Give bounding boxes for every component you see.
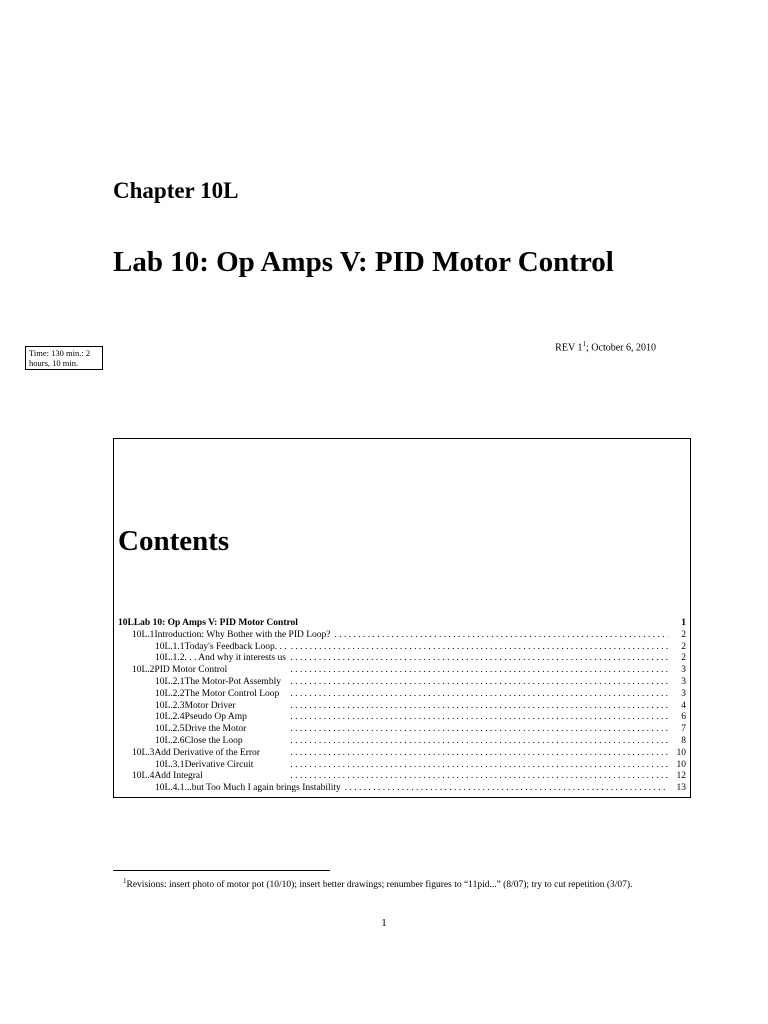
toc-entry-page: 8 [681,735,686,746]
chapter-label: Chapter 10L [113,178,239,203]
toc-leader-dots [335,630,668,642]
toc-entry[interactable] [118,689,686,701]
table-of-contents [118,618,686,795]
toc-entry-label: The Motor Control Loop [184,688,280,699]
toc-entry-number: 10L.2.5 [155,724,185,735]
toc-entry[interactable] [118,712,686,724]
toc-entry[interactable] [118,653,686,665]
toc-entry[interactable] [118,724,686,736]
revision-prefix: REV 1 [555,342,583,354]
toc-entry-label: Introduction: Why Bother with the PID Loop? [154,629,331,640]
toc-leader-dots [231,665,668,677]
toc-entry-label: . . . And why it interests us [184,653,286,664]
toc-entry-label: Lab 10: Op Amps V: PID Motor Control [133,618,298,628]
footnote-text: Revisions: insert photo of motor pot (10/10); insert better drawings; renumber figures to “11pid...” (8/07); try to cut repetition (3/07). [126,880,633,891]
toc-leader-dots [250,724,668,736]
toc-leader-dots [291,642,668,654]
toc-entry-number: 10L.2 [132,665,155,676]
toc-entry-page: 7 [681,724,686,735]
revision-date: ; October 6, 2010 [586,342,656,354]
toc-entry-label: Motor Driver [184,700,236,711]
toc-entry-label: Add Integral [154,771,203,782]
toc-entry[interactable] [118,630,686,642]
toc-entry-number: 10L.3 [132,747,155,758]
toc-entry-page: 4 [681,700,686,711]
toc-entry-page: 2 [681,629,686,640]
toc-entry-label: Add Derivative of the Error [154,747,260,758]
toc-entry-number: 10L.2.2 [155,688,185,699]
toc-leader-dots [345,783,668,795]
toc-entry-page: 13 [676,783,686,794]
toc-entry-label: Close the Loop [184,735,243,746]
toc-entry-page: 1 [681,618,686,628]
footnote [113,875,658,891]
toc-entry-page: 3 [681,676,686,687]
toc-leader-dots [207,771,668,783]
toc-entry-page: 3 [681,688,686,699]
toc-entry[interactable] [118,677,686,689]
toc-entry-label: Derivative Circuit [184,759,254,770]
toc-entry[interactable] [118,665,686,677]
toc-entry-number: 10L.4.1 [155,783,185,794]
toc-entry-page: 3 [681,665,686,676]
toc-entry-page: 10 [676,747,686,758]
time-note: Time: 130 min.: 2 hours, 10 min. [25,346,103,370]
toc-entry-label: Drive the Motor [184,724,247,735]
toc-entry-number: 10L.1.1 [155,641,185,652]
contents-heading: Contents [118,525,230,557]
toc-entry[interactable] [118,642,686,654]
toc-entry[interactable] [118,748,686,760]
toc-entry-label: The Motor-Pot Assembly [184,676,281,687]
toc-leader-dots [264,748,668,760]
toc-entry[interactable] [118,701,686,713]
toc-entry-number: 10L.2.1 [155,676,185,687]
toc-entry[interactable] [118,736,686,748]
toc-entry[interactable] [118,618,686,630]
toc-entry[interactable] [118,783,686,795]
toc-entry-page: 2 [681,653,686,664]
toc-entry-number: 10L.3.1 [155,759,185,770]
toc-entry-page: 12 [676,771,686,782]
toc-entry-number: 10L.1.2 [155,653,185,664]
toc-leader-dots [251,712,668,724]
toc-entry-page: 2 [681,641,686,652]
page-number: 1 [381,917,387,929]
footnote-marker: 1 [123,877,127,885]
toc-entry-number: 10L.2.6 [155,735,185,746]
revision-line [555,340,656,353]
contents-box [113,438,691,798]
toc-entry-number: 10L.2.3 [155,700,185,711]
toc-entry-number: 10L [118,618,134,628]
toc-entry-number: 10L.1 [132,629,155,640]
toc-entry-number: 10L.4 [132,771,155,782]
toc-entry-page: 6 [681,712,686,723]
toc-leader-dots [247,736,668,748]
toc-entry-label: ...but Too Much I again brings Instability [184,783,341,794]
toc-entry-label: PID Motor Control [154,665,228,676]
toc-entry-label: Pseudo Op Amp [184,712,247,723]
toc-leader-dots [283,689,668,701]
footnote-ref[interactable]: 1 [582,340,586,348]
toc-entry[interactable] [118,771,686,783]
toc-entry-page: 10 [676,759,686,770]
footnote-rule [113,870,330,871]
toc-leader-dots [257,760,668,772]
toc-entry-label: Today's Feedback Loop. . . [184,641,287,652]
toc-leader-dots [285,677,668,689]
chapter-title: Lab 10: Op Amps V: PID Motor Control [113,246,614,278]
toc-leader-dots [290,653,668,665]
toc-entry-number: 10L.2.4 [155,712,185,723]
toc-entry[interactable] [118,760,686,772]
toc-leader-dots [239,701,668,713]
